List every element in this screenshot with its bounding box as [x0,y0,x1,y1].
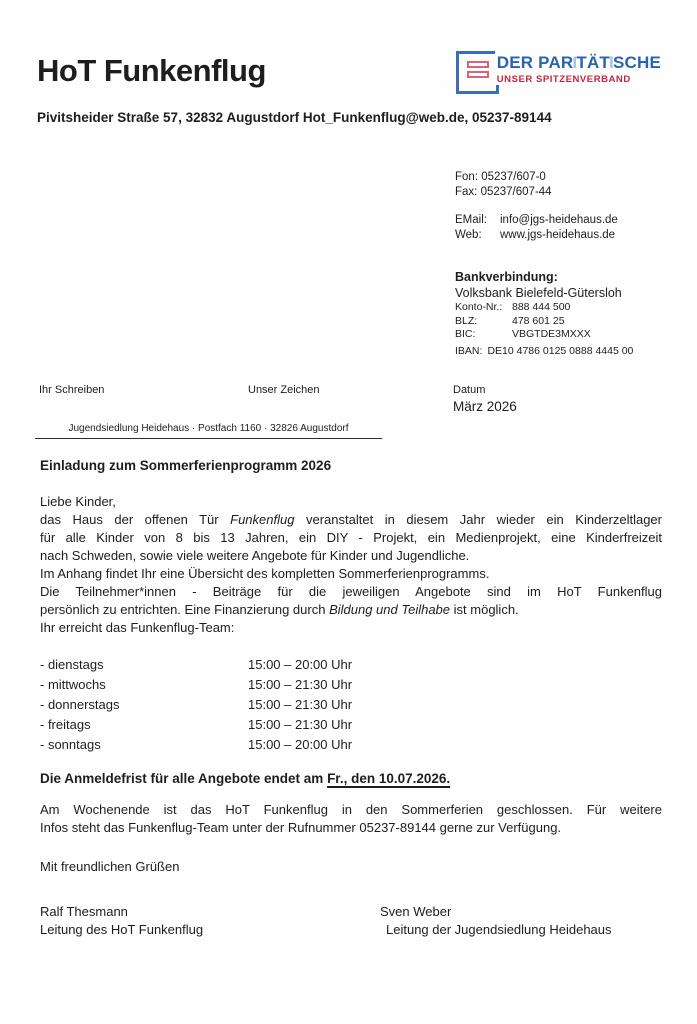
body-line [40,601,662,619]
blz-value: 478 601 25 [512,314,565,327]
closing-line: Am Wochenende ist das HoT Funkenflug in den Sommerferien geschlossen. Für weitere [40,802,662,817]
signature-block [40,903,662,939]
wordmark-part: TÄT [576,53,611,72]
logo-subtitle: UNSER SPITZENVERBAND [496,74,631,85]
letter-body [40,457,662,939]
wordmark-slit-i: I [572,53,578,72]
phone-value: 05237/607-0 [481,171,546,183]
logo-wordmark [497,54,661,72]
schedule-time: 15:00 – 20:00 Uhr [248,657,353,672]
closing-line: Infos steht das Funkenflug-Team unter der Rufnummer 05237-89144 gerne zur Verfügung. [40,820,562,835]
email-row [455,213,693,228]
body-line: Im Anhang findet Ihr eine Übersicht des kompletten Sommerferienprogramms. [40,566,490,581]
body-text: ist möglich. [450,602,519,617]
bank-heading: Bankverbindung: [455,270,558,284]
unser-zeichen-label: Unser Zeichen [248,384,320,396]
body-line: nach Schweden, sowie viele weitere Angebote für Kinder und Jugendliche. [40,548,470,563]
sender-address-line: Pivitsheider Straße 57, 32832 Augustdorf Hot_Funkenflug@web.de, 05237-89144 [37,110,552,125]
wordmark-slit-i: I [609,53,614,72]
schedule-row [40,675,662,695]
closing-paragraph [40,801,662,837]
datum-value: März 2026 [453,399,517,414]
datum-label: Datum [453,384,486,396]
body-line: für alle Kinder von 8 bis 13 Jahren, ein DIY - Projekt, ein Medienprojekt, eine Kinderfreizeit [40,530,662,545]
fax-value: 05237/607-44 [480,186,552,198]
schedule-row [40,695,662,715]
fax-label: Fax: [455,186,478,198]
bic-value: VBGTDE3MXXX [512,328,591,340]
ihr-schreiben-label: Ihr Schreiben [39,384,105,396]
return-address-line: Jugendsiedlung Heidehaus · Postfach 1160 · 32826 Augustdorf [35,423,382,439]
schedule-row [40,735,662,755]
schedule-row [40,655,662,675]
email-label: EMail: [455,214,487,226]
body-text: persönlich zu entrichten. Eine Finanzierung durch [40,602,330,617]
bank-account-row [455,301,693,315]
web-label: Web: [455,229,482,241]
schedule-day: - freitags [40,717,91,732]
organization-title: HoT Funkenflug [37,53,266,88]
logo-text-block [495,50,661,85]
phone-label: Fon: [455,171,479,183]
schedule-time: 15:00 – 21:30 Uhr [248,697,353,712]
iban-value: DE10 4786 0125 0888 4445 00 [487,344,634,357]
bank-bic-row [455,328,693,342]
schedule-time: 15:00 – 20:00 Uhr [248,737,353,752]
phone-row [455,170,693,185]
body-text-italic: Funkenflug [230,512,295,527]
signer-name: Ralf Thesmann [40,904,128,919]
schedule-day: - donnerstags [40,697,120,712]
deadline-lead: Die Anmeldefrist für alle Angebote endet am [40,771,328,786]
schedule-day: - dienstags [40,657,104,672]
fax-row [455,185,693,200]
body-text: veranstaltet in diesem Jahr wieder ein Kinderzeltlager [294,512,662,527]
schedule-day: - mittwochs [40,677,106,692]
opening-hours-list [40,655,662,755]
wordmark-part: SCHE [612,53,661,72]
account-number-value: 888 444 500 [512,301,571,313]
body-text-italic: Bildung und Teilhabe [329,602,451,617]
schedule-time: 15:00 – 21:30 Uhr [248,677,353,692]
signature-right [380,903,612,939]
blz-label: BLZ: [455,314,478,327]
signer-role: Leitung der Jugendsiedlung Heidehaus [386,922,612,937]
salutation: Liebe Kinder, [40,494,116,509]
schedule-time: 15:00 – 21:30 Uhr [248,717,353,732]
body-line: Die Teilnehmer*innen - Beiträge für die jeweiligen Angebote sind im HoT Funkenflug [40,584,662,599]
letter-header [37,50,661,98]
farewell-line: Mit freundlichen Grüßen [40,859,180,874]
bank-name: Volksbank Bielefeld-Gütersloh [455,286,622,300]
contact-info-column [455,170,693,359]
body-text: das Haus der offenen Tür [40,512,231,527]
email-value: info@jgs-heidehaus.de [500,214,618,226]
signer-name: Sven Weber [380,904,452,919]
bic-label: BIC: [455,328,476,340]
registration-deadline [40,770,662,788]
schedule-day: - sonntags [40,737,101,752]
logo-bar-icon [467,61,489,68]
web-row [455,228,693,243]
logo-bar-icon [467,71,489,78]
bank-blz-row [455,315,693,329]
web-value: www.jgs-heidehaus.de [500,229,616,241]
subject-line: Einladung zum Sommerferienprogramm 2026 [40,458,332,473]
deadline-date: Fr., den 10.07.2026. [327,771,451,786]
paritaetische-logo [456,50,661,98]
equals-square-icon [456,51,499,94]
schedule-row [40,715,662,735]
signature-left [40,903,380,939]
body-line: Ihr erreicht das Funkenflug-Team: [40,620,235,635]
signer-role: Leitung des HoT Funkenflug [40,922,204,937]
bank-iban-row [455,344,693,359]
body-line [40,511,662,529]
wordmark-part: DER PAR [496,53,574,72]
iban-label: IBAN: [455,344,483,357]
account-number-label: Konto-Nr.: [455,301,503,313]
